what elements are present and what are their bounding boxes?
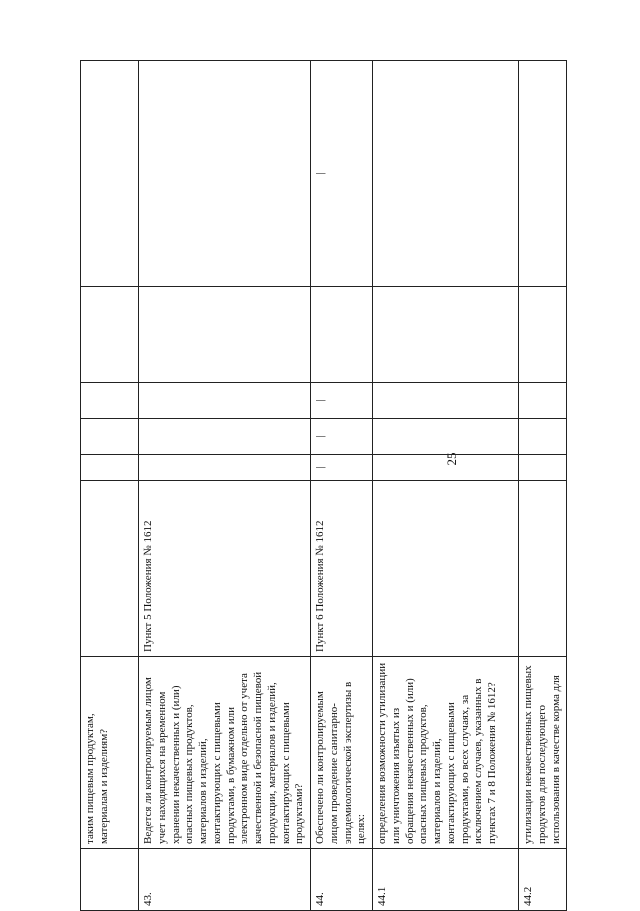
item-number: 44.2	[519, 849, 567, 911]
table-row	[81, 61, 139, 911]
answer-cell	[81, 383, 139, 419]
answer-cell	[373, 455, 519, 481]
rotated-table-sheet	[80, 61, 560, 911]
answer-cell	[519, 419, 567, 455]
answer-cell	[139, 383, 311, 419]
item-number: 44.1	[373, 849, 519, 911]
item-reference	[373, 481, 519, 657]
item-question: определения возможности утилизации или уничтожения изъятых из обращения некачественных и (или) опасных пищевых продуктов, материалов и изделий, контактирующих с пищевыми продуктами, во всех случаях, за исключением случаев, указанных в пунктах 7 и 8 Положения № 1612?	[373, 657, 519, 849]
table-row	[311, 61, 373, 911]
note-cell	[373, 61, 519, 287]
page-number: 25	[444, 452, 459, 466]
answer-cell	[81, 455, 139, 481]
answer-cell	[373, 287, 519, 383]
answer-cell: |	[311, 383, 373, 419]
note-cell: |	[311, 61, 373, 287]
note-cell	[81, 61, 139, 287]
note-cell	[519, 61, 567, 287]
answer-cell	[139, 419, 311, 455]
answer-cell	[373, 419, 519, 455]
note-cell	[139, 61, 311, 287]
table-row	[373, 61, 519, 911]
answer-cell: |	[311, 455, 373, 481]
answer-cell	[519, 383, 567, 419]
item-question: утилизации некачественных пищевых продуктов для последующего использования в качестве корма для	[519, 657, 567, 849]
answer-cell	[373, 383, 519, 419]
item-question: Ведется ли контролируемым лицом учет находящихся на временном хранении некачественных и (или) опасных пищевых продуктов, материалов и изделий, контактирующих с пищевыми продуктами, в бумажном или электронном виде отдельно от учета качественной и безопасной пищевой продукции, материалов и изделий, контактирующих с пищевыми продуктами?	[139, 657, 311, 849]
answer-cell	[519, 455, 567, 481]
item-number: 43.	[139, 849, 311, 911]
answer-cell	[81, 287, 139, 383]
item-number: 44.	[311, 849, 373, 911]
answer-cell	[311, 287, 373, 383]
answer-cell	[139, 287, 311, 383]
table-row	[139, 61, 311, 911]
item-reference: Пункт 6 Положения № 1612	[311, 481, 373, 657]
answer-cell	[519, 287, 567, 383]
item-number	[81, 849, 139, 911]
item-reference	[81, 481, 139, 657]
item-reference	[519, 481, 567, 657]
checklist-table	[80, 60, 567, 911]
item-reference: Пункт 5 Положения № 1612	[139, 481, 311, 657]
table-row	[519, 61, 567, 911]
item-question: таким пищевым продуктам, материалам и изделиям?	[81, 657, 139, 849]
item-question: Обеспечено ли контролируемым лицом проведение санитарно-эпидемиологической экспертизы в целях:	[311, 657, 373, 849]
answer-cell	[81, 419, 139, 455]
answer-cell: |	[311, 419, 373, 455]
answer-cell	[139, 455, 311, 481]
